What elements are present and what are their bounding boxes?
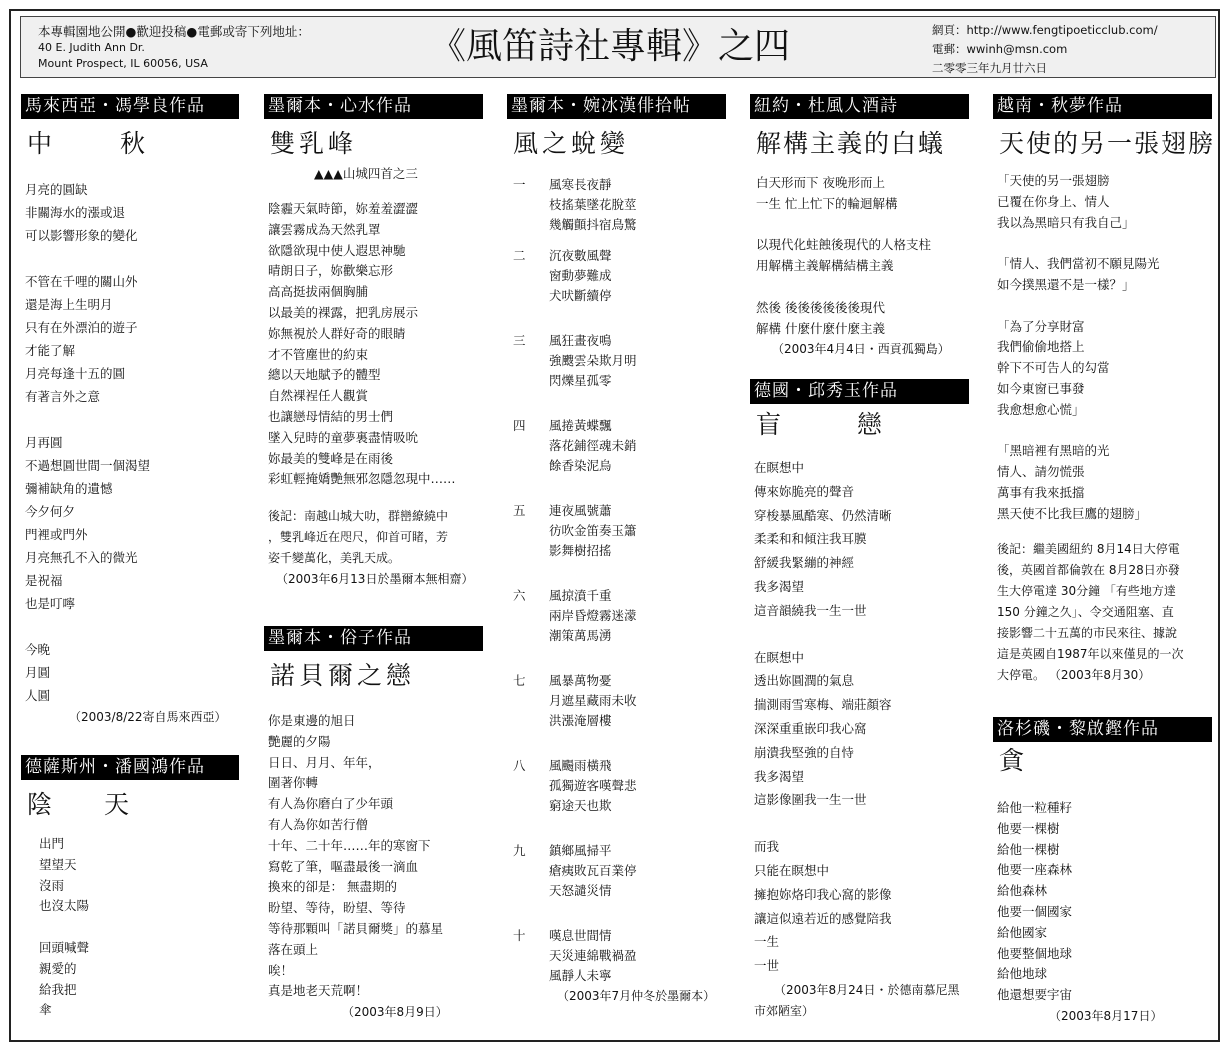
poem-line: 這音韻繞我一生一世 (754, 602, 867, 618)
poem-line: 揣測雨雪寒梅、端莊顏容 (754, 697, 892, 713)
column-1-lower (21, 755, 239, 1021)
poem-line (997, 296, 1212, 317)
stanza-line: 洪漲淹層樓 (549, 713, 612, 728)
website-line: 網頁：http://www.fengtipoeticclub.com/ (932, 23, 1158, 37)
column-3 (507, 94, 726, 1007)
poem-line (997, 421, 1212, 442)
poem-line: 情人、請勿慌張 (997, 464, 1085, 480)
haiku-stanza (507, 841, 726, 926)
haiku-stanza (507, 756, 726, 841)
poem-line: 白天形而下 夜晚形而上 (756, 175, 885, 190)
divider (750, 118, 969, 119)
divider (264, 118, 483, 119)
poem-line (25, 615, 239, 638)
poem-line: 出門 (39, 836, 65, 851)
poem-line: 今晚 (25, 642, 51, 657)
poem-line: 回頭喊聲 (39, 939, 90, 955)
poem-line: 給他國家 (997, 924, 1048, 940)
poem-line: 等待那顆叫「諾貝爾獎」的慕星 (268, 920, 444, 936)
divider (993, 118, 1212, 119)
poem-line: 有著言外之意 (25, 389, 101, 404)
poem-title: 中 秋 (27, 129, 175, 158)
poem-title: 雙乳峰 (270, 129, 358, 158)
poem-line: 欲隱欲現中使人遐思神馳 (268, 242, 406, 258)
poem-line: 給他森林 (997, 883, 1048, 899)
poem-line (754, 812, 969, 835)
poem-line: 艷麗的夕陽 (268, 733, 331, 749)
poem-line: 穿梭暴風酷寒、仍然清晰 (754, 507, 892, 523)
poem-line: 門裡或門外 (25, 527, 88, 542)
haiku-stanza (507, 175, 726, 246)
poem-body (268, 199, 483, 490)
poem-line: 深深重重嵌印我心窩 (754, 720, 867, 736)
author-banner: 洛杉磯・黎啟鏗作品 (993, 717, 1212, 741)
poem-line: 只能在瞑想中 (754, 862, 830, 878)
column-2-lower (264, 626, 483, 1023)
submission-notice: 本專輯園地公開●歡迎投稿●電郵或寄下列地址： (38, 24, 310, 39)
poem-line (25, 408, 239, 431)
poem-line: 「黑暗裡有黑暗的光 (997, 443, 1110, 459)
poem-body (754, 456, 969, 978)
author-banner: 紐約・杜風人酒詩 (750, 94, 969, 118)
poem-line: 我以為黑暗只有我自己」 (997, 214, 1135, 230)
poem-line: 他還想要宇宙 (997, 987, 1073, 1003)
poem-date: （2003/8/22寄自馬來西亞） (69, 710, 227, 724)
poem-line: 解構 什麼什麼什麼主義 (756, 320, 885, 336)
stanza-number: 九 (513, 843, 526, 858)
poem-line: 我多渴望 (754, 578, 805, 594)
poem-line: 只有在外漂泊的遊子 (25, 320, 138, 335)
poem-body (25, 178, 239, 707)
poem-line: 在瞑想中 (754, 649, 805, 665)
poem-line: 是祝福 (25, 573, 63, 588)
poem-line: 他要一座森林 (997, 862, 1073, 878)
poem-line: 一生 忙上忙下的輪迴解構 (756, 195, 898, 211)
stanza-line: 嘆息世間情 (549, 928, 612, 943)
submission-info (38, 24, 310, 72)
poem-title: 盲 戀 (756, 410, 916, 439)
afterword-line: 姿千變萬化，美乳天成。 (268, 551, 401, 566)
poem-line: 不管在千哩的關山外 (25, 274, 138, 289)
afterword-line: 後記：南越山城大叻，群巒繚繞中 (268, 509, 449, 524)
contact-info (932, 21, 1158, 78)
poem-line: 自然裸裎任人觀賞 (268, 388, 369, 404)
poem-line: 他要一棵樹 (997, 820, 1060, 836)
date-line: （2003年8月24日・於德南慕尼黑 (774, 982, 960, 997)
stanza-number: 三 (513, 333, 526, 348)
poem-line: 非關海水的漲或退 (25, 205, 126, 220)
poem-line: 在瞑想中 (754, 460, 805, 475)
stanza-line: 犬吠斷續停 (549, 288, 612, 303)
stanza-line: 月遮星藏雨未收 (549, 693, 637, 708)
poem-line: 望望天 (39, 856, 77, 872)
stanza-line: 連夜風號蕭 (549, 503, 612, 518)
address-line-2: Mount Prospect, IL 60056, USA (38, 57, 208, 70)
issue-date: 二零零三年九月廿六日 (932, 61, 1047, 75)
poem-line: 沒雨 (39, 877, 65, 893)
poem-line: 妳最美的雙峰是在雨後 (268, 450, 394, 466)
afterword-line: 大停電。 （2003年8月30） (997, 667, 1151, 682)
stanza-number: 十 (513, 928, 526, 943)
stanza-line: 天怒譴災情 (549, 883, 612, 898)
poem-line: 如今東窗已事發 (997, 380, 1085, 396)
poem-line: 才不管塵世的約束 (268, 346, 369, 362)
poem-line: 舒緩我緊繃的神經 (754, 555, 855, 571)
stanza-line: 風暴萬物憂 (549, 673, 612, 688)
poem-line (997, 233, 1212, 254)
poem-body (997, 798, 1212, 1006)
poem-body (268, 711, 483, 1002)
afterword-line: 150 分鐘之久」、令交通阻塞、直 (997, 604, 1174, 619)
poem-line: 一生 (754, 934, 780, 950)
author-banner: 德薩斯州・潘國鴻作品 (21, 755, 239, 779)
poem-title: 諾貝爾之戀 (270, 661, 416, 690)
poem-line: 月亮的圓缺 (25, 182, 88, 197)
poem-line: 月亮無孔不入的微光 (25, 550, 138, 565)
stanza-line: 落花鋪徑魂未銷 (549, 438, 637, 453)
poem-line (25, 247, 239, 270)
poem-line: 圍著你轉 (268, 775, 319, 791)
haiku-stanza (507, 586, 726, 671)
poem-afterword (268, 506, 483, 590)
poem-line: 親愛的 (39, 960, 77, 976)
poem-line: 也沒太陽 (39, 898, 90, 914)
poem-line: 有人為你如苦行僧 (268, 816, 369, 832)
poem-line: 落在頭上 (268, 941, 319, 957)
poem-line: 也讓戀母情結的男士們 (268, 408, 394, 424)
poem-line: 我愈想愈心慌」 (997, 401, 1085, 417)
address-line-1: 40 E. Judith Ann Dr. (38, 41, 145, 54)
haiku-stanza (507, 671, 726, 756)
author-banner: 越南・秋夢作品 (993, 94, 1212, 118)
stanza-line: 孤獨遊客嘆聲悲 (549, 778, 637, 793)
poem-line: 月亮每逢十五的圓 (25, 366, 126, 381)
divider (507, 118, 726, 119)
poem-line: 用解構主義解構結構主義 (756, 258, 894, 274)
poem-date: （2003年8月9日） (342, 1005, 448, 1020)
poem-date: （2003年7月仲冬於墨爾本） (557, 989, 716, 1003)
poem-line: 傳來妳脆亮的聲音 (754, 483, 855, 499)
poem-line: 已覆在你身上、情人 (997, 193, 1110, 209)
stanza-line: 餘香染泥烏 (549, 458, 612, 473)
haiku-stanza (507, 926, 726, 986)
poem-line: 今夕何夕 (25, 504, 76, 519)
stanza-number: 四 (513, 418, 526, 433)
poem-title: 陰 天 (27, 790, 151, 819)
poem-line: 給他地球 (997, 966, 1048, 982)
poem-line: 傘 (39, 1002, 52, 1018)
poem-line: 萬事有我來抵擋 (997, 484, 1085, 500)
poem-line: 以現代化蛀蝕後現代的人格支柱 (756, 237, 932, 253)
afterword-line: 後記：繼美國紐約 8月14日大停電 (997, 541, 1180, 556)
poem-date: （2003年8月17日） (1049, 1008, 1163, 1023)
author-banner: 馬來西亞・馮學良作品 (21, 94, 239, 118)
poem-line (756, 277, 969, 298)
date-line: 市郊陋室） (754, 1003, 815, 1018)
stanza-number: 六 (513, 588, 526, 603)
stanza-line: 風寒長夜靜 (549, 177, 612, 192)
stanza-number: 一 (513, 177, 526, 192)
stanza-line: 瘡痍敗瓦百業停 (549, 863, 637, 878)
poem-line: 晴朗日子，妳歡樂忘形 (268, 263, 394, 279)
poem-line: 寫乾了筆，嘔盡最後一滴血 (268, 858, 419, 874)
poem-line: 高高挺拔兩個胸脯 (268, 284, 369, 300)
poem-line: 崩潰我堅強的自恃 (754, 744, 855, 760)
stanza-line: 彷吹金笛奏玉簫 (549, 523, 637, 538)
haiku-stanza (507, 246, 726, 331)
poem-line: 一世 (754, 958, 780, 974)
poem-line: 十年、二十年……年的寒窗下 (268, 837, 431, 853)
afterword-line: 這是英國自1987年以來僅見的一次 (997, 646, 1184, 661)
poem-line: 我多渴望 (754, 768, 805, 784)
poem-line: 月再圓 (25, 435, 63, 450)
poem-line: 才能了解 (25, 343, 76, 358)
poem-body (756, 173, 969, 339)
poem-body (39, 834, 239, 1021)
afterword-line: 後，英國首都倫敦在 8月28日亦發 (997, 562, 1180, 577)
poem-line: 讓雲霧成為天然乳罩 (268, 221, 381, 237)
stanza-line: 幾觸顫抖宿鳥驚 (549, 217, 637, 232)
poem-line: 給我把 (39, 981, 77, 997)
column-5 (993, 94, 1216, 686)
stanza-line: 天災連綿戰禍盈 (549, 948, 637, 963)
poem-line: 「天使的另一張翅膀 (997, 173, 1110, 188)
divider (264, 650, 483, 651)
stanza-number: 二 (513, 248, 526, 263)
column-5-lower (993, 717, 1212, 1027)
poem-line (756, 215, 969, 236)
divider (21, 779, 239, 780)
poem-line: 不過想圓世間一個渴望 (25, 458, 151, 473)
stanza-line: 強颼雲朵欺月明 (549, 353, 637, 368)
poem-date: （2003年4月4日・西貢孤獨島） (772, 342, 950, 357)
stanza-line: 風狂畫夜鳴 (549, 333, 612, 348)
poem-line: 如今撲黑還不是一樣？」 (997, 276, 1135, 292)
poem-line: 彩虹輕掩嬌艷無邪忽隱忽現中…… (268, 471, 456, 487)
stanza-line: 風靜人未寧 (549, 968, 612, 983)
poem-title: 解構主義的白蟻 (756, 129, 946, 158)
divider (750, 403, 969, 404)
author-banner: 德國・邱秀玉作品 (750, 379, 969, 403)
poem-line: 然後 後後後後後後現代 (756, 299, 885, 315)
stanza-line: 風颺雨橫飛 (549, 758, 612, 773)
stanza-line: 枝搖葉墜花脫莖 (549, 197, 637, 212)
stanza-number: 七 (513, 673, 526, 688)
poem-line: 給他一棵樹 (997, 841, 1060, 857)
author-banner: 墨爾本・婉冰漢俳拾帖 (507, 94, 726, 118)
email-line: 電郵：wwinh@msn.com (932, 42, 1068, 56)
poem-line: 人圓 (25, 688, 51, 703)
stanza-number: 八 (513, 758, 526, 773)
poem-afterword (997, 539, 1212, 686)
poem-line: 也是叮嚀 (25, 596, 76, 611)
poem-line (39, 917, 239, 938)
poem-title: 貪 (999, 746, 1029, 775)
haiku-stanza (507, 501, 726, 586)
stanza-line: 潮策萬馬湧 (549, 628, 612, 643)
column-4 (750, 94, 969, 360)
poem-date: （2003年6月13日於墨爾本無相齋） (276, 572, 474, 587)
column-4-lower (750, 379, 969, 1022)
poem-line: 給他一粒種籽 (997, 800, 1073, 815)
poem-title: 天使的另一張翅膀 (999, 129, 1216, 158)
poem-line: 「情人、我們當初不願見陽光 (997, 256, 1160, 272)
poem-line: 真是地老天荒啊！ (268, 983, 369, 999)
poem-line: 你是東邊的旭日 (268, 713, 356, 728)
poem-line: 以最美的裸露，把乳房展示 (268, 304, 419, 320)
column-1 (21, 94, 239, 728)
poem-title: 風之蛻變 (513, 129, 630, 158)
stanza-line: 風捲黃蝶飄 (549, 418, 612, 433)
poem-subtitle: ▲▲▲山城四首之三 (314, 166, 418, 181)
page-title: 《風笛詩社專輯》之四 (429, 26, 790, 67)
poem-line: 彌補缺角的遺憾 (25, 481, 113, 496)
stanza-line: 閃爍星孤零 (549, 373, 612, 388)
poem-line: 換來的卻是： 無盡期的 (268, 879, 397, 895)
poem-line: 透出妳圓潤的氣息 (754, 673, 855, 689)
poem-line: 「為了分享財富 (997, 318, 1085, 334)
divider (21, 118, 239, 119)
poem-line: 可以影響形象的變化 (25, 228, 138, 243)
stanza-line: 沉夜數風聲 (549, 248, 612, 263)
poem-line: 柔柔和和傾注我耳膜 (754, 531, 867, 547)
poem-date (754, 980, 969, 1022)
divider (993, 741, 1212, 742)
stanza-line: 風掠濆千重 (549, 588, 612, 603)
poem-line (754, 623, 969, 646)
afterword-line: 接影響二十五萬的市民來往、據說 (997, 625, 1178, 640)
poem-line: 他要整個地球 (997, 945, 1073, 961)
stanza-line: 影舞樹招搖 (549, 543, 612, 558)
poem-line: 讓這似遠若近的感覺陪我 (754, 910, 892, 926)
poem-line: 墜入兒時的童夢裏盡情吸吮 (268, 429, 419, 445)
poem-line: 總以天地賦予的體型 (268, 367, 381, 383)
poem-line: 幹下不可告人的勾當 (997, 360, 1110, 376)
stanza-line: 窮途天也欺 (549, 798, 612, 813)
stanza-line: 兩岸昏燈霧迷濛 (549, 608, 637, 623)
haiku-list (507, 175, 726, 986)
poem-line: 月圓 (25, 665, 51, 680)
poem-line: 日日、月月、年年， (268, 754, 381, 770)
poem-line: 陰霾天氣時節，妳羞羞澀澀 (268, 201, 419, 216)
poem-line: 擁抱妳烙印我心窩的影像 (754, 886, 892, 902)
afterword-line: ，雙乳峰近在咫尺，仰首可睹，芳 (268, 530, 449, 545)
haiku-stanza (507, 331, 726, 416)
author-banner: 墨爾本・俗子作品 (264, 626, 483, 650)
stanza-line: 鎮鄉風掃平 (549, 843, 612, 858)
poem-line: 還是海上生明月 (25, 297, 113, 312)
poem-line: 妳無視於人群好奇的眼睛 (268, 325, 406, 341)
poem-line: 他要一個國家 (997, 903, 1073, 919)
poem-line: 有人為你磨白了少年頭 (268, 796, 394, 812)
column-2 (264, 94, 483, 590)
poem-line: 我們偷偷地搭上 (997, 339, 1085, 355)
poem-line: 黑天使不比我巨鷹的翅膀」 (997, 505, 1148, 521)
afterword-line: 生大停電達 30分鐘 「有些地方達 (997, 583, 1176, 598)
haiku-stanza (507, 416, 726, 501)
stanza-number: 五 (513, 503, 526, 518)
poem-line: 唉！ (268, 962, 294, 978)
poem-body (997, 171, 1212, 525)
stanza-line: 窗動夢難成 (549, 268, 612, 283)
poem-line: 而我 (754, 839, 780, 855)
poem-line: 這影像圍我一生一世 (754, 792, 867, 808)
author-banner: 墨爾本・心水作品 (264, 94, 483, 118)
poem-line: 盼望、等待，盼望、等待 (268, 900, 406, 916)
